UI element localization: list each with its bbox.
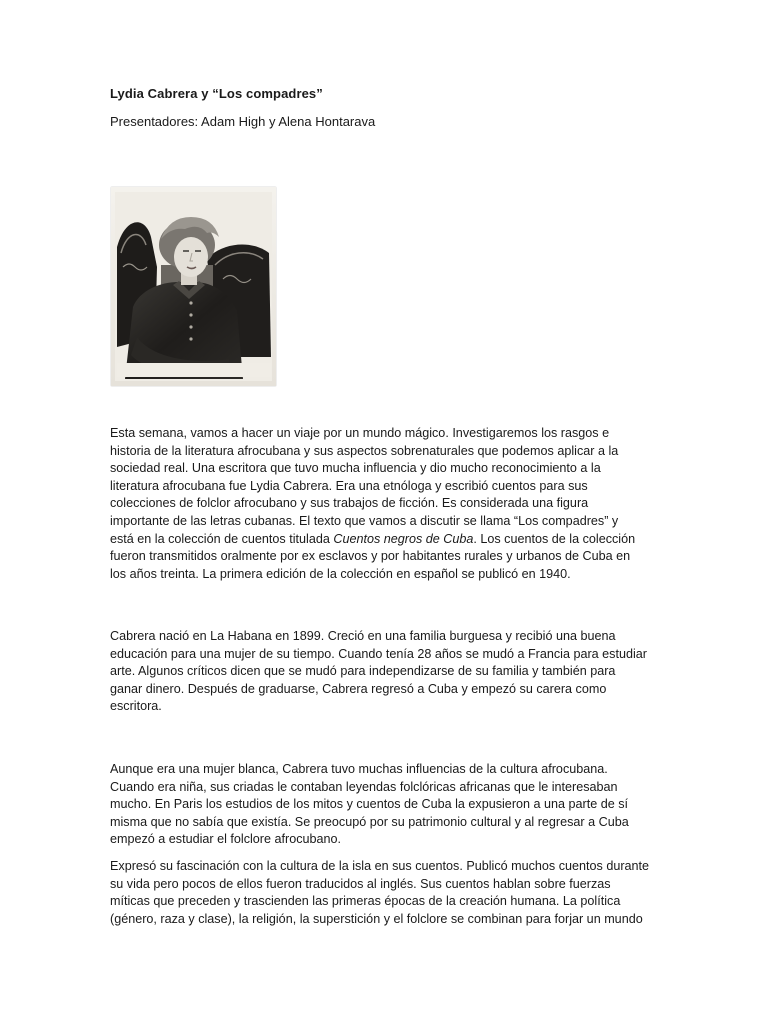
text-line: Expresó su fascinación con la cultura de la isla en sus cuentos. Publicó muchos cuentos durante <box>110 859 650 873</box>
paragraph-biography <box>110 628 670 716</box>
text-line: (género, raza y clase), la religión, la superstición y el folclore se combinan para forjar un mundo <box>110 911 643 926</box>
text-line: míticas que preceden y trascienden las primeras épocas de la creación humana. La política <box>110 894 621 909</box>
portrait-photo <box>111 187 276 386</box>
text-line: empezó a estudiar el folclore afrocubano. <box>110 832 342 847</box>
portrait-photo-image <box>111 187 276 386</box>
paragraph-influences <box>110 761 670 849</box>
text-line: ganar dinero. Después de graduarse, Cabrera regresó a Cuba y empezó su carera como <box>110 681 607 696</box>
text-line: Cabrera nació en La Habana en 1899. Creció en una familia burguesa y recibió una buena <box>110 629 616 643</box>
text-line: literatura afrocubana fue Lydia Cabrera. Era una etnóloga y escribió cuentos para sus <box>110 478 588 493</box>
paragraph-intro <box>110 425 670 583</box>
book-title-italic: Cuentos negros de Cuba <box>333 531 474 546</box>
text-line: historia de la literatura afrocubana y sus aspectos sobrenaturales que podemos aplicar a la <box>110 443 619 458</box>
text-segment: . Los cuentos de la colección <box>473 531 636 546</box>
text-line: mucho. En Paris los estudios de los mitos y cuentos de Cuba la expusieron a una parte de sí <box>110 797 629 812</box>
text-line: fueron transmitidos oralmente por ex esclavos y por habitantes rurales y urbanos de Cuba en <box>110 549 631 564</box>
text-line: los años treinta. La primera edición de la colección en español se publicó en 1940. <box>110 566 571 581</box>
text-line: importante de las letras cubanas. El texto que vamos a discutir se llama “Los compadres” y <box>110 513 619 528</box>
document-title: Lydia Cabrera y “Los compadres” <box>110 86 323 101</box>
text-line: sociedad real. Una escritora que tuvo mucha influencia y dio mucho reconocimiento a la <box>110 461 601 476</box>
text-segment: está en la colección de cuentos titulada <box>110 531 334 546</box>
text-line: educación para una mujer de su tiempo. Cuando tenía 28 años se mudó a Francia para estudiar <box>110 646 647 661</box>
text-line: Esta semana, vamos a hacer un viaje por un mundo mágico. Investigaremos los rasgos e <box>110 426 610 440</box>
text-line: Aunque era una mujer blanca, Cabrera tuvo muchas influencias de la cultura afrocubana. <box>110 762 608 776</box>
text-line: escritora. <box>110 699 162 714</box>
presenters-line: Presentadores: Adam High y Alena Hontarava <box>110 114 376 129</box>
text-line: Cuando era niña, sus criadas le contaban leyendas folclóricas africanas que le interesaban <box>110 779 618 794</box>
text-line: misma que no sabía que existía. Se preocupó por su patrimonio cultural y al regresar a Cuba <box>110 814 629 829</box>
text-line: su vida pero pocos de ellos fueron traducidos al inglés. Sus cuentos hablan sobre fuerzas <box>110 876 611 891</box>
text-line: colecciones de folclor afrocubano y sus trabajos de ficción. Es considerada una figura <box>110 496 589 511</box>
text-line: arte. Algunos críticos dicen que se mudó para independizarse de su familia y también para <box>110 664 616 679</box>
paragraph-stories <box>110 858 670 928</box>
text-line <box>110 531 670 549</box>
